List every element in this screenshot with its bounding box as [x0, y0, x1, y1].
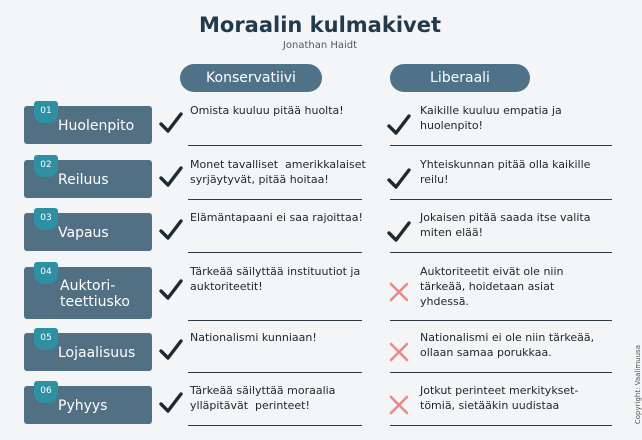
- cross-icon: [386, 279, 412, 305]
- divider-liberal: [390, 145, 612, 146]
- liberal-statement: Kaikille kuuluu empatia ja huolenpito!: [420, 104, 562, 132]
- foundation-number: 04: [34, 262, 58, 284]
- foundation-badge: [24, 333, 152, 371]
- column-header-conservative: Konservatiivi: [180, 64, 322, 92]
- foundation-badge: [24, 213, 152, 251]
- title: Moraalin kulmakivet: [199, 13, 441, 37]
- foundation-badge: [24, 106, 152, 144]
- copyright-notice: Copyright: Vaalimuusa: [634, 345, 642, 425]
- check-icon: [158, 390, 184, 416]
- liberal-statement: Auktoriteetit eivät ole niin tärkeää, hoidetaan asiat yhdessä.: [420, 265, 564, 308]
- divider-conservative: [188, 320, 362, 321]
- foundation-number: 01: [34, 101, 58, 123]
- foundation-label: Reiluus: [58, 172, 109, 188]
- liberal-statement: Yhteiskunnan pitää olla kaikille reilu!: [420, 158, 591, 186]
- foundation-number: 03: [34, 208, 58, 230]
- check-icon: [158, 277, 184, 303]
- conservative-statement: Tärkeää säilyttää moraalia ylläpitävät perinteet!: [190, 384, 336, 412]
- check-icon: [158, 164, 184, 190]
- divider-liberal: [390, 425, 612, 426]
- cross-icon: [386, 392, 412, 418]
- foundation-badge: [24, 267, 152, 319]
- conservative-statement: Tärkeää säilyttää instituutiot ja auktoriteetit!: [190, 265, 361, 293]
- divider-conservative: [188, 199, 362, 200]
- foundation-number: 06: [34, 381, 58, 403]
- check-icon: [158, 110, 184, 136]
- divider-liberal: [390, 320, 612, 321]
- check-icon: [386, 112, 412, 138]
- foundation-label: Auktori- teettiusko: [60, 278, 130, 310]
- subtitle: Jonathan Haidt: [282, 40, 358, 51]
- divider-conservative: [188, 372, 362, 373]
- foundation-label: Vapaus: [58, 225, 109, 241]
- divider-conservative: [188, 145, 362, 146]
- check-icon: [158, 217, 184, 243]
- liberal-statement: Nationalismi ei ole niin tärkeää, ollaan samaa porukkaa.: [420, 331, 595, 359]
- cross-icon: [386, 339, 412, 365]
- check-icon: [386, 219, 412, 245]
- foundation-label: Pyhyys: [58, 398, 108, 414]
- liberal-statement: Jotkut perinteet merkitykset- tömiä, sietääkin uudistaa: [420, 384, 579, 412]
- foundation-number: 05: [34, 328, 58, 350]
- divider-liberal: [390, 372, 612, 373]
- conservative-statement: Nationalismi kunniaan!: [190, 331, 317, 344]
- conservative-statement: Omista kuuluu pitää huolta!: [190, 104, 344, 117]
- conservative-statement: Elämäntapaani ei saa rajoittaa!: [190, 211, 363, 224]
- foundation-number: 02: [34, 155, 58, 177]
- divider-conservative: [188, 425, 362, 426]
- check-icon: [386, 166, 412, 192]
- foundation-label: Lojaalisuus: [58, 345, 136, 361]
- divider-conservative: [188, 252, 362, 253]
- foundation-badge: [24, 160, 152, 198]
- column-header-liberal: Liberaali: [390, 64, 530, 92]
- check-icon: [158, 337, 184, 363]
- conservative-statement: Monet tavalliset amerikkalaiset syrjäytyvät, pitää hoitaa!: [190, 158, 366, 186]
- liberal-statement: Jokaisen pitää saada itse valita miten elää!: [420, 211, 591, 239]
- foundation-label: Huolenpito: [58, 118, 135, 134]
- divider-liberal: [390, 199, 612, 200]
- foundation-badge: [24, 386, 152, 424]
- divider-liberal: [390, 252, 612, 253]
